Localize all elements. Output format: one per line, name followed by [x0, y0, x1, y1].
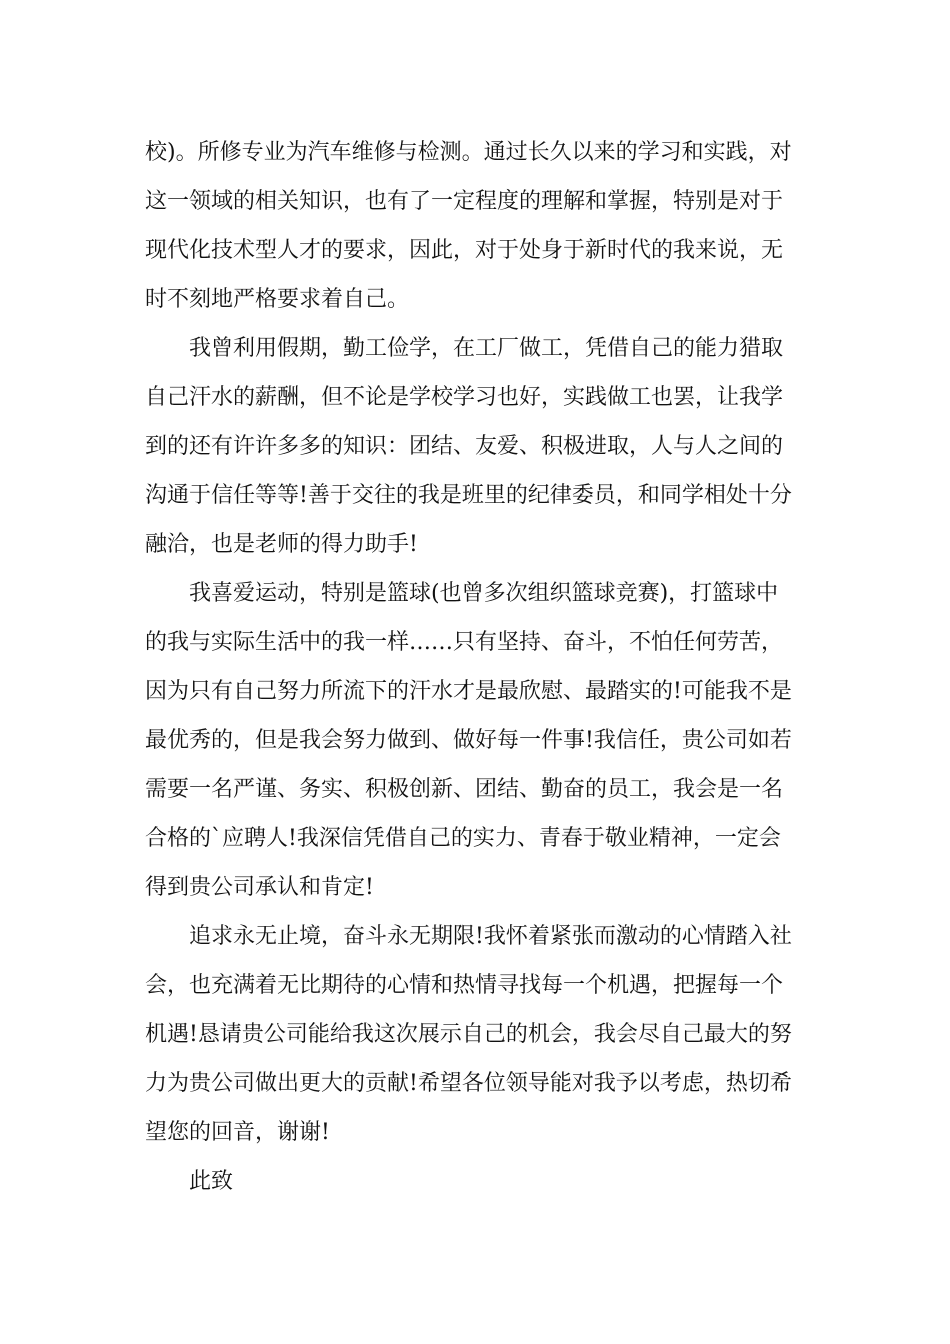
paragraph-line: 得到贵公司承认和肯定! — [145, 875, 374, 900]
paragraph-line: 的我与实际生活中的我一样……只有坚持、奋斗，不怕任何劳苦， — [145, 630, 784, 655]
paragraph-line: 融洽，也是老师的得力助手! — [145, 532, 418, 557]
paragraph-line: 最优秀的，但是我会努力做到、做好每一件事!我信任，贵公司如若 — [145, 728, 792, 753]
paragraph-1 — [145, 132, 809, 328]
paragraph-line: 机遇!恳请贵公司能给我这次展示自己的机会，我会尽自己最大的努 — [145, 1022, 792, 1047]
paragraph-line: 因为只有自己努力所流下的汗水才是最欣慰、最踏实的!可能我不是 — [145, 679, 792, 704]
paragraph-line: 这一领域的相关知识，也有了一定程度的理解和掌握，特别是对于 — [145, 189, 784, 214]
paragraph-line: 到的还有许许多多的知识：团结、友爱、积极进取，人与人之间的 — [145, 434, 784, 459]
paragraph-line: 力为贵公司做出更大的贡献!希望各位领导能对我予以考虑，热切希 — [145, 1071, 792, 1096]
paragraph-line: 沟通于信任等等!善于交往的我是班里的纪律委员，和同学相处十分 — [145, 483, 792, 508]
paragraph-line: 会，也充满着无比期待的心情和热情寻找每一个机遇，把握每一个 — [145, 973, 784, 998]
paragraph-line: 需要一名严谨、务实、积极创新、团结、勤奋的员工，我会是一名 — [145, 777, 784, 802]
paragraph-line: 此致 — [189, 1169, 234, 1194]
paragraph-line: 自己汗水的薪酬，但不论是学校学习也好，实践做工也罢，让我学 — [145, 385, 784, 410]
paragraph-line: 追求永无止境，奋斗永无期限!我怀着紧张而激动的心情踏入社 — [189, 924, 792, 949]
paragraph-line: 时不刻地严格要求着自己。 — [145, 287, 410, 312]
paragraph-line: 我曾利用假期，勤工俭学，在工厂做工，凭借自己的能力猎取 — [189, 336, 784, 361]
paragraph-3 — [145, 573, 809, 916]
letter-body — [145, 132, 809, 1210]
paragraph-4 — [145, 916, 809, 1161]
paragraph-line: 合格的`应聘人!我深信凭借自己的实力、青春于敬业精神，一定会 — [145, 826, 781, 851]
closing-salutation — [145, 1161, 809, 1210]
paragraph-line: 我喜爱运动，特别是篮球(也曾多次组织篮球竞赛)，打篮球中 — [189, 581, 779, 606]
paragraph-line: 望您的回音，谢谢! — [145, 1120, 330, 1145]
paragraph-line: 现代化技术型人才的要求，因此，对于处身于新时代的我来说，无 — [145, 238, 784, 263]
paragraph-line: 校)。所修专业为汽车维修与检测。通过长久以来的学习和实践，对 — [145, 140, 792, 165]
paragraph-2 — [145, 328, 809, 573]
